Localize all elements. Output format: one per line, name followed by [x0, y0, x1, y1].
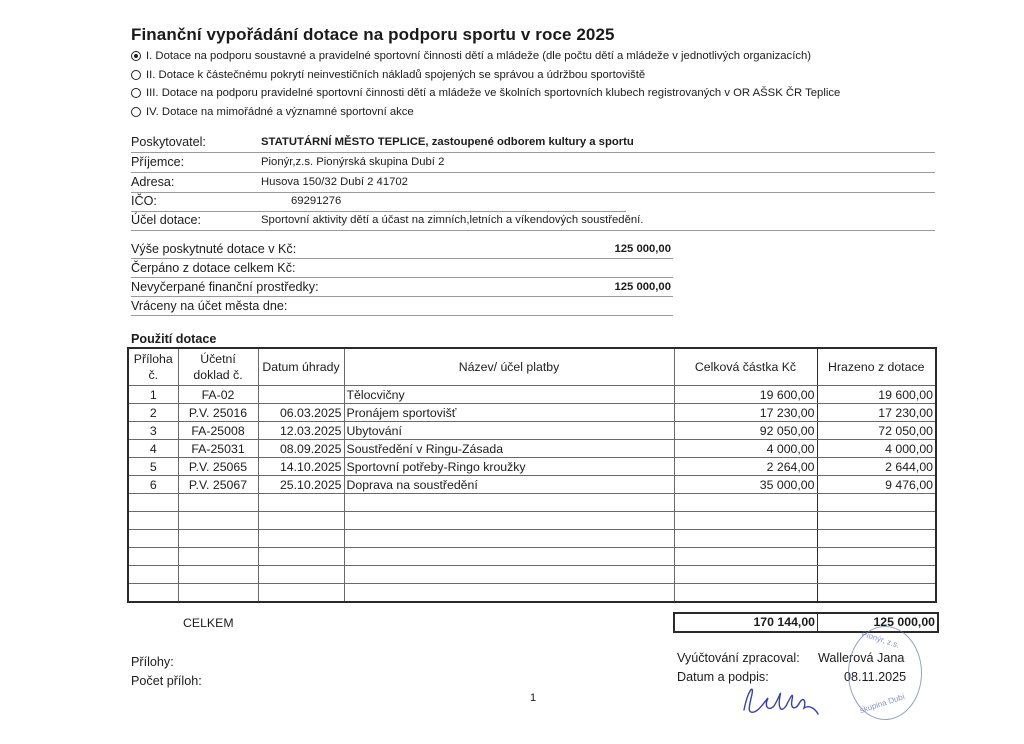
empty-row	[128, 530, 936, 548]
empty-row	[128, 494, 936, 512]
usage-table	[127, 347, 937, 603]
radio-icon[interactable]	[131, 88, 141, 98]
header-paid-from-grant: Hrazeno z dotace	[817, 348, 936, 386]
cell-date: 14.10.2025	[258, 458, 344, 476]
address-label: Adresa:	[131, 175, 175, 189]
cell-purpose: Ubytování	[344, 422, 674, 440]
cell-paid: 72 050,00	[817, 422, 936, 440]
purpose-label: Účel dotace:	[131, 213, 202, 227]
granted-label: Výše poskytnuté dotace v Kč:	[131, 242, 297, 256]
date-signature-label: Datum a podpis:	[677, 670, 769, 684]
cell-date	[258, 386, 344, 404]
attachments-count-label: Počet příloh:	[131, 674, 202, 688]
cell-total: 2 264,00	[674, 458, 817, 476]
total-amount: 170 144,00	[675, 614, 818, 631]
total-label: CELKEM	[183, 616, 234, 630]
cell-purpose: Doprava na soustředění	[344, 476, 674, 494]
granted-row	[131, 242, 673, 259]
cell-total: 4 000,00	[674, 440, 817, 458]
address-row	[131, 173, 935, 193]
radio-icon[interactable]	[131, 70, 141, 80]
ico-value: 69291276	[291, 195, 342, 207]
date-value: 08.11.2025	[844, 670, 907, 684]
cell-paid: 9 476,00	[817, 476, 936, 494]
signature-icon	[734, 680, 844, 720]
cell-date: 06.03.2025	[258, 404, 344, 422]
table-row	[128, 422, 936, 440]
ico-row	[131, 192, 626, 212]
cell-doc: FA-25008	[178, 422, 258, 440]
cell-purpose: Tělocvičny	[344, 386, 674, 404]
cell-total: 35 000,00	[674, 476, 817, 494]
granted-value: 125 000,00	[614, 243, 671, 255]
stamp-text-bottom: skupina Dubí	[858, 692, 906, 715]
recipient-value: Pionýr,z.s. Pionýrská skupina Dubí 2	[261, 156, 445, 168]
table-row	[128, 458, 936, 476]
cell-date: 08.09.2025	[258, 440, 344, 458]
attachments-label: Přílohy:	[131, 655, 174, 669]
cell-no: 6	[128, 476, 178, 494]
returned-label: Vráceny na účet města dne:	[131, 299, 288, 313]
spent-label: Čerpáno z dotace celkem Kč:	[131, 261, 296, 275]
address-value: Husova 150/32 Dubí 2 41702	[261, 176, 408, 188]
header-document-no: Účetní doklad č.	[178, 348, 258, 386]
cell-purpose: Soustředění v Ringu-Zásada	[344, 440, 674, 458]
header-attachment: Příloha č.	[128, 348, 178, 386]
header-purpose: Název/ účel platby	[344, 348, 674, 386]
provider-label: Poskytovatel:	[131, 135, 206, 149]
cell-total: 92 050,00	[674, 422, 817, 440]
header-total-amount: Celková částka Kč	[674, 348, 817, 386]
unspent-label: Nevyčerpané finanční prostředky:	[131, 280, 319, 294]
option-2[interactable]	[131, 69, 645, 81]
provider-row	[131, 133, 935, 153]
cell-date: 25.10.2025	[258, 476, 344, 494]
cell-paid: 17 230,00	[817, 404, 936, 422]
purpose-value: Sportovní aktivity dětí a účast na zimních,letních a víkendových soustředění.	[261, 214, 644, 226]
cell-no: 1	[128, 386, 178, 404]
option-4[interactable]	[131, 106, 414, 118]
empty-row	[128, 566, 936, 584]
total-paid: 125 000,00	[873, 615, 935, 629]
spent-row	[131, 261, 673, 278]
unspent-value: 125 000,00	[614, 281, 671, 293]
cell-doc: P.V. 25016	[178, 404, 258, 422]
cell-no: 3	[128, 422, 178, 440]
recipient-row	[131, 153, 935, 173]
page-number: 1	[530, 692, 537, 704]
option-label: III. Dotace na podporu pravidelné sportovní činnosti dětí a mládeže ve školních sportovních klubech registrovaných v OR AŠSK ČR Teplice	[146, 87, 841, 99]
cell-doc: P.V. 25067	[178, 476, 258, 494]
cell-total: 19 600,00	[674, 386, 817, 404]
table-row	[128, 386, 936, 404]
radio-icon[interactable]	[131, 107, 141, 117]
table-row	[128, 404, 936, 422]
empty-row	[128, 512, 936, 530]
unspent-row	[131, 280, 673, 297]
cell-doc: P.V. 25065	[178, 458, 258, 476]
cell-no: 5	[128, 458, 178, 476]
table-header-row	[128, 348, 936, 386]
cell-paid: 2 644,00	[817, 458, 936, 476]
cell-no: 4	[128, 440, 178, 458]
processed-by-value: Wallerová Jana	[818, 651, 905, 665]
document-title: Finanční vypořádání dotace na podporu sportu v roce 2025	[131, 25, 615, 44]
recipient-label: Příjemce:	[131, 155, 185, 169]
usage-section-title: Použití dotace	[131, 332, 217, 346]
option-label: I. Dotace na podporu soustavné a pravidelné sportovní činnosti dětí a mládeže (dle počtu dětí a mládeže v jednotlivých organizacích)	[146, 50, 812, 62]
radio-selected-icon[interactable]	[131, 51, 141, 61]
provider-value: STATUTÁRNÍ MĚSTO TEPLICE, zastoupené odborem kultury a sportu	[261, 136, 634, 148]
empty-row	[128, 584, 936, 603]
ico-label: IČO:	[131, 194, 157, 208]
cell-total: 17 230,00	[674, 404, 817, 422]
cell-purpose: Sportovní potřeby-Ringo kroužky	[344, 458, 674, 476]
purpose-row	[131, 211, 935, 231]
processed-by-label: Vyúčtování zpracoval:	[677, 651, 800, 665]
option-label: II. Dotace k částečnému pokrytí neinvestičních nákladů spojených se správou a údržbou sportoviště	[146, 69, 646, 81]
cell-purpose: Pronájem sportovišť	[344, 404, 674, 422]
table-row	[128, 476, 936, 494]
cell-paid: 19 600,00	[817, 386, 936, 404]
returned-row	[131, 299, 673, 316]
stamp-text-top: Pionýr, z.s.	[860, 629, 901, 650]
option-3[interactable]	[131, 87, 840, 99]
option-1[interactable]	[131, 50, 811, 62]
empty-row	[128, 548, 936, 566]
cell-no: 2	[128, 404, 178, 422]
cell-date: 12.03.2025	[258, 422, 344, 440]
table-row	[128, 440, 936, 458]
cell-doc: FA-25031	[178, 440, 258, 458]
option-label: IV. Dotace na mimořádné a významné sportovní akce	[146, 106, 414, 118]
header-payment-date: Datum úhrady	[258, 348, 344, 386]
cell-paid: 4 000,00	[817, 440, 936, 458]
cell-doc: FA-02	[178, 386, 258, 404]
organization-stamp	[848, 626, 922, 720]
